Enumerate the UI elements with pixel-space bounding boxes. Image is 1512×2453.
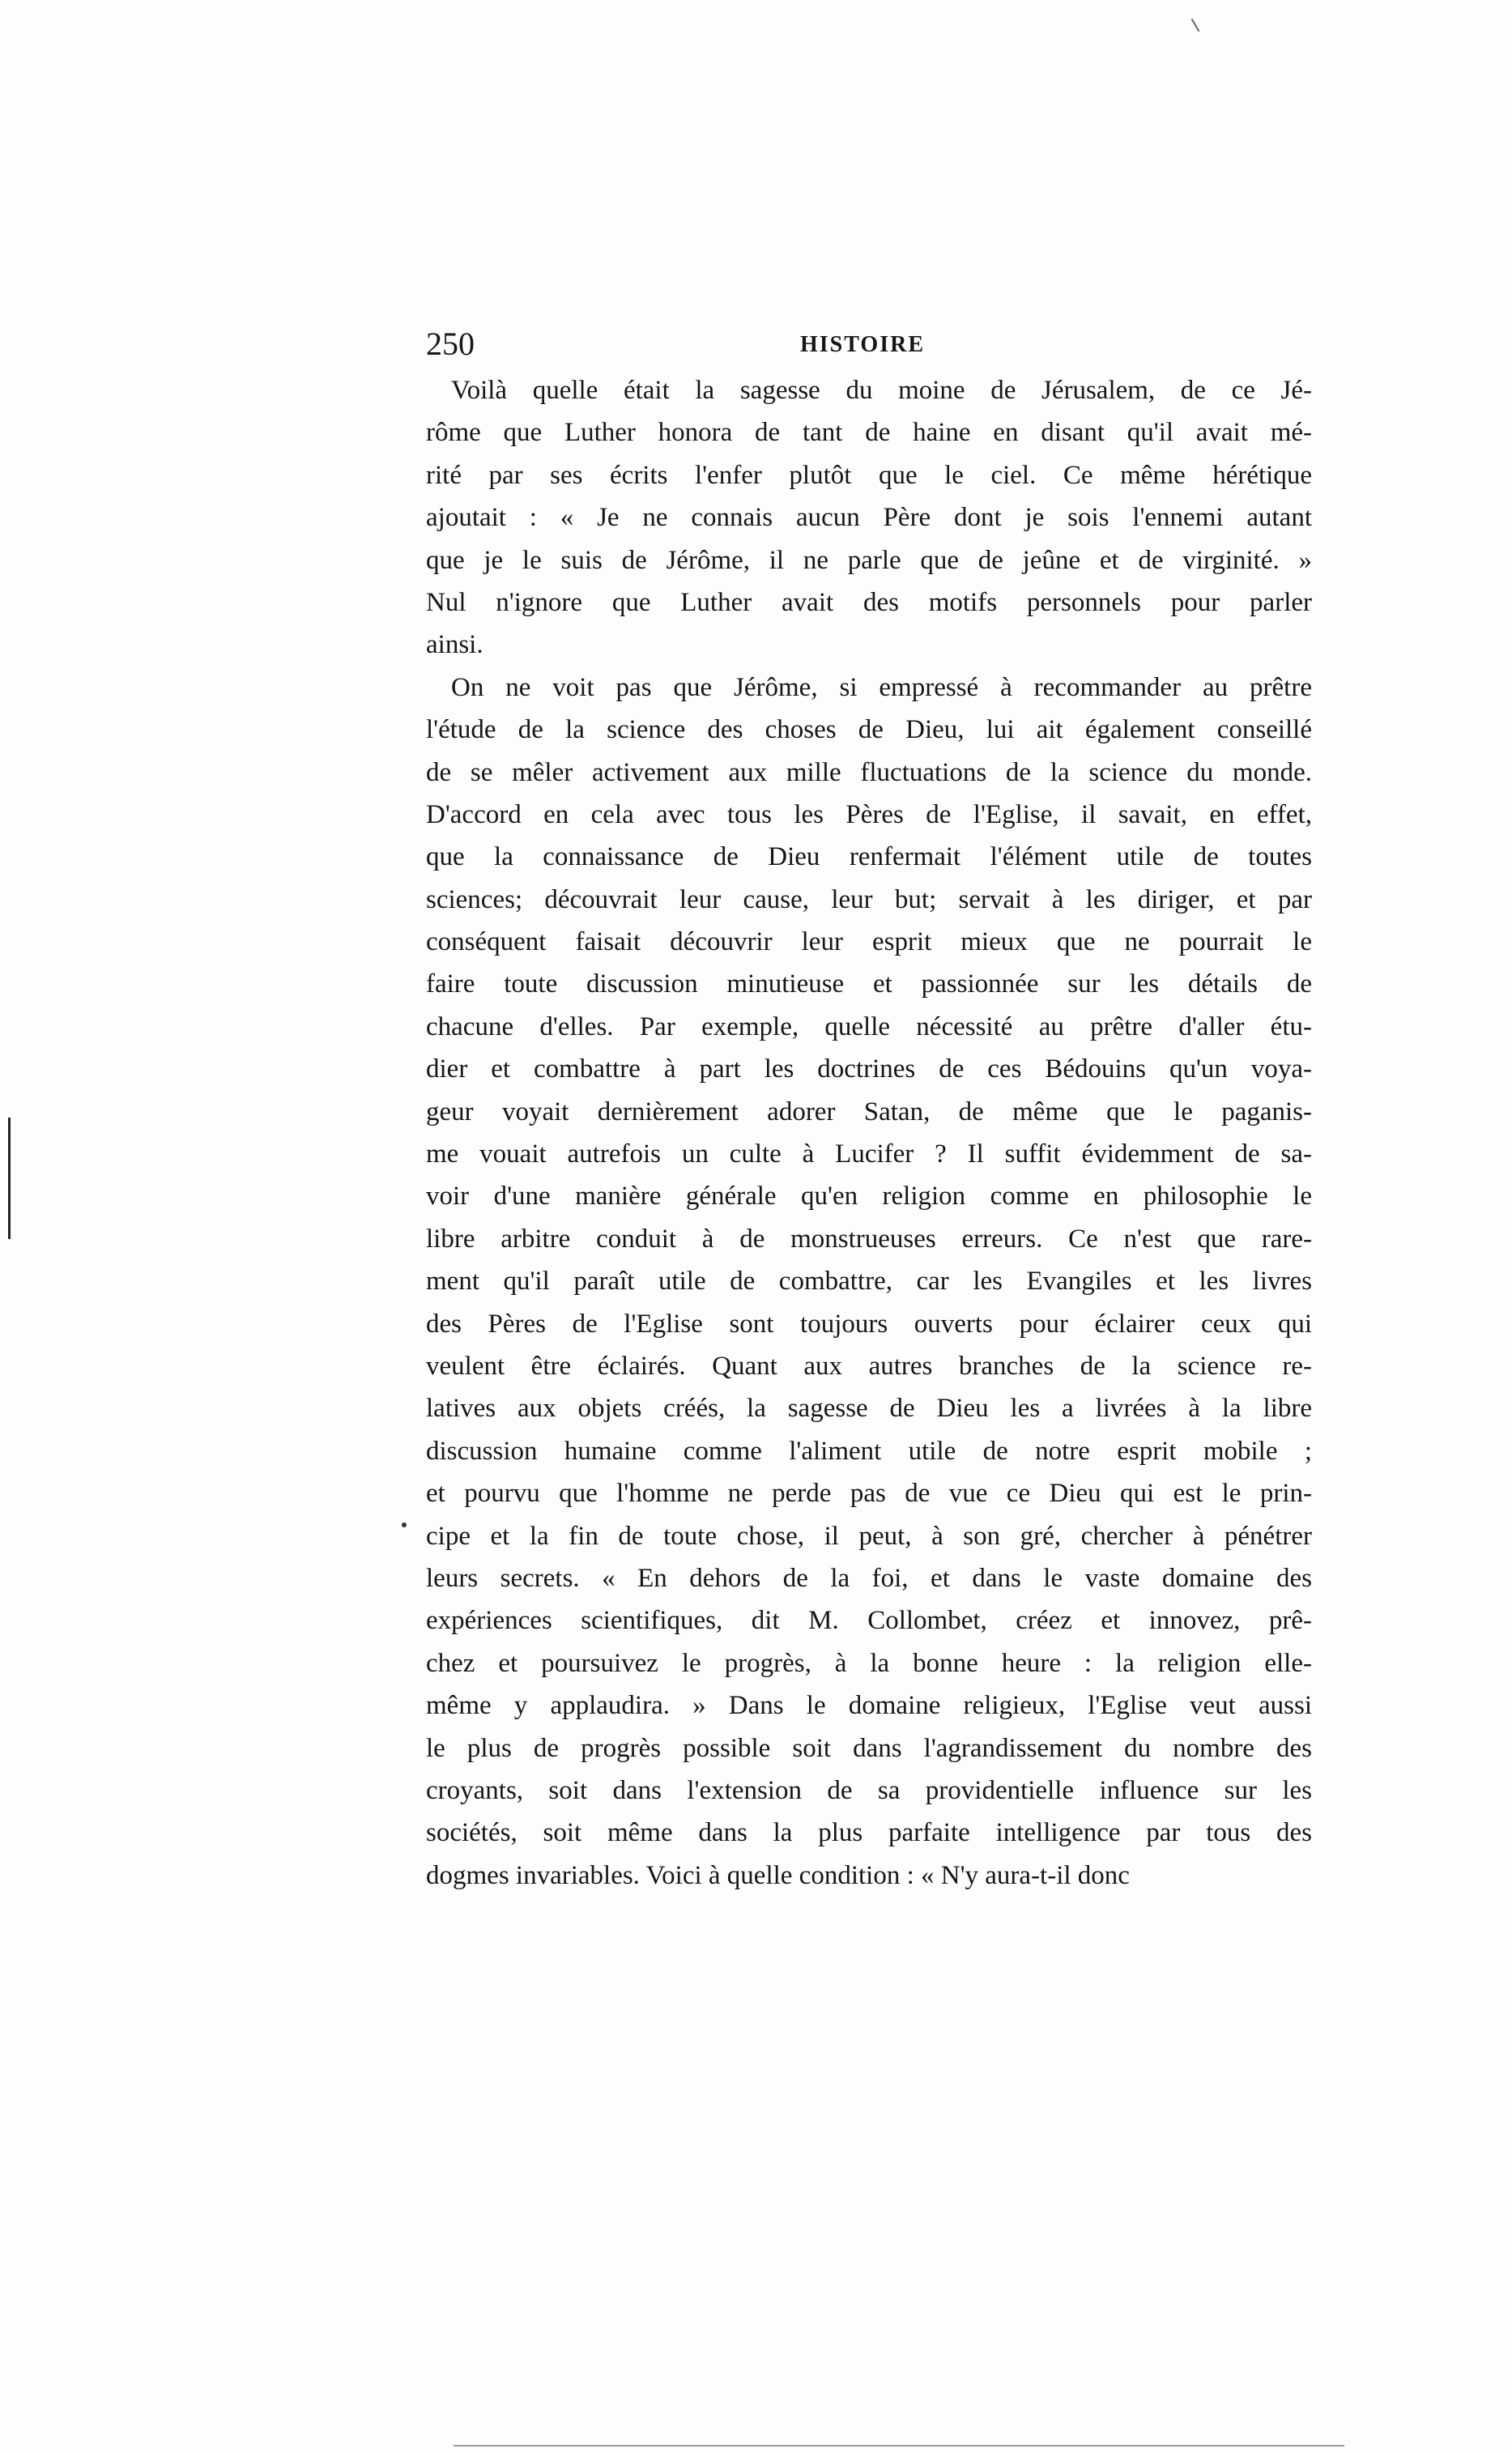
page-number: 250 <box>426 326 475 362</box>
text-line: me vouait autrefois un culte à Lucifer ? Il suffit évidemment de sa- <box>426 1139 1312 1169</box>
text-line: dier et combattre à part les doctrines de ces Bédouins qu'un voya- <box>426 1054 1312 1084</box>
text-line: voir d'une manière générale qu'en religion comme en philosophie le <box>426 1182 1312 1212</box>
text-line: Voilà quelle était la sagesse du moine de Jérusalem, de ce Jé- <box>451 376 1312 405</box>
text-line: On ne voit pas que Jérôme, si empressé à recommander au prêtre <box>451 672 1312 702</box>
text-line: sociétés, soit même dans la plus parfaite intelligence par tous des <box>426 1818 1312 1848</box>
paragraph-2 <box>426 666 1312 1897</box>
paragraph-1 <box>426 369 1312 666</box>
text-line: leurs secrets. « En dehors de la foi, et dans le vaste domaine des <box>426 1563 1312 1593</box>
left-edge-mark <box>8 1118 11 1239</box>
text-line: des Pères de l'Eglise sont toujours ouverts pour éclairer ceux qui <box>426 1309 1312 1339</box>
bottom-edge-line <box>454 2445 1344 2447</box>
text-line: veulent être éclairés. Quant aux autres branches de la science re- <box>426 1351 1312 1381</box>
text-line: croyants, soit dans l'extension de sa providentielle influence sur les <box>426 1775 1312 1805</box>
text-line: ainsi. <box>426 630 483 660</box>
page-header <box>426 324 1312 364</box>
text-line: le plus de progrès possible soit dans l'agrandissement du nombre des <box>426 1733 1312 1763</box>
text-line: expériences scientifiques, dit M. Collombet, créez et innovez, prê- <box>426 1606 1312 1636</box>
text-line: Nul n'ignore que Luther avait des motifs personnels pour parler <box>426 587 1312 617</box>
body-text <box>426 369 1312 1897</box>
text-line: l'étude de la science des choses de Dieu, lui ait également conseillé <box>426 715 1312 745</box>
text-line: libre arbitre conduit à de monstrueuses erreurs. Ce n'est que rare- <box>426 1224 1312 1254</box>
text-line: conséquent faisait découvrir leur esprit mieux que ne pourrait le <box>426 927 1312 957</box>
scan-mark <box>1191 19 1200 32</box>
text-line: et pourvu que l'homme ne perde pas de vue ce Dieu qui est le prin- <box>426 1479 1312 1509</box>
margin-dot <box>402 1522 407 1527</box>
text-line: rité par ses écrits l'enfer plutôt que le ciel. Ce même hérétique <box>426 460 1312 490</box>
text-line: faire toute discussion minutieuse et passionnée sur les détails de <box>426 969 1312 999</box>
text-line: ment qu'il paraît utile de combattre, car les Evangiles et les livres <box>426 1267 1312 1297</box>
text-line: de se mêler activement aux mille fluctuations de la science du monde. <box>426 757 1312 787</box>
text-line: discussion humaine comme l'aliment utile de notre esprit mobile ; <box>426 1436 1312 1466</box>
text-line: même y applaudira. » Dans le domaine religieux, l'Eglise veut aussi <box>426 1691 1312 1721</box>
running-title: HISTOIRE <box>800 332 925 357</box>
text-line: dogmes invariables. Voici à quelle condition : « N'y aura-t-il donc <box>426 1860 1130 1890</box>
text-line: rôme que Luther honora de tant de haine en disant qu'il avait mé- <box>426 418 1312 448</box>
text-line: ajoutait : « Je ne connais aucun Père dont je sois l'ennemi autant <box>426 503 1312 533</box>
text-line: D'accord en cela avec tous les Pères de l'Eglise, il savait, en effet, <box>426 799 1312 829</box>
text-line: chez et poursuivez le progrès, à la bonne heure : la religion elle- <box>426 1648 1312 1678</box>
text-line: que je le suis de Jérôme, il ne parle que de jeûne et de virginité. » <box>426 545 1312 575</box>
text-line: cipe et la fin de toute chose, il peut, à son gré, chercher à pénétrer <box>426 1521 1312 1551</box>
text-line: latives aux objets créés, la sagesse de Dieu les a livrées à la libre <box>426 1394 1312 1424</box>
text-line: chacune d'elles. Par exemple, quelle nécessité au prêtre d'aller étu- <box>426 1011 1312 1041</box>
text-line: sciences; découvrait leur cause, leur but; servait à les diriger, et par <box>426 884 1312 914</box>
text-line: que la connaissance de Dieu renfermait l'élément utile de toutes <box>426 842 1312 872</box>
text-line: geur voyait dernièrement adorer Satan, de même que le paganis- <box>426 1097 1312 1126</box>
